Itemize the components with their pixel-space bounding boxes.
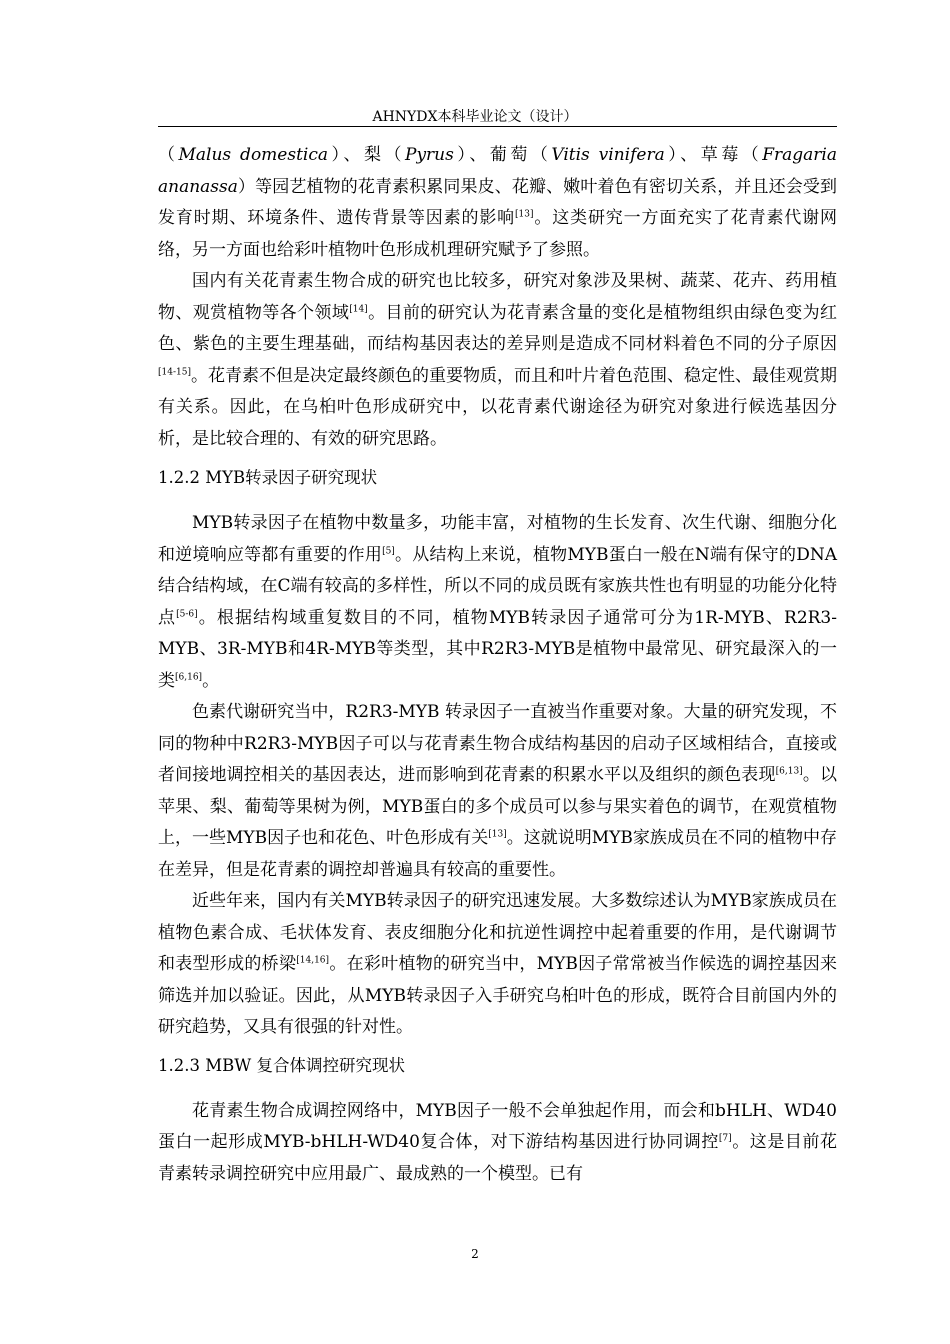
document-body: [158, 140, 837, 1190]
species-name: Pyrus: [405, 145, 454, 165]
citation: [13]: [488, 829, 507, 840]
page-number: 2: [471, 1247, 479, 1261]
section-heading-1-2-3: 1.2.3 MBW 复合体调控研究现状: [158, 1055, 405, 1075]
paragraph-6: 花青素生物合成调控网络中，MYB因子一般不会单独起作用，而会和bHLH、WD40蛋白一起形成MYB-bHLH-WD40复合体，对下游结构基因进行协同调控[7]。这是目前花青素转录调控研究中应用最广、最成熟的一个模型。已有: [158, 1100, 837, 1184]
citation: [14-15]: [158, 366, 191, 377]
citation: [14,16]: [296, 955, 330, 966]
running-header: AHNYDX本科毕业论文（设计）: [372, 109, 578, 125]
paragraph-2: 国内有关花青素生物合成的研究也比较多，研究对象涉及果树、蔬菜、花卉、药用植物、观赏植物等各个领域[14]。目前的研究认为花青素含量的变化是植物组织由绿色变为红色、紫色的主要生理基础，而结构基因表达的差异则是造成不同材料着色不同的分子原因[14-15]。花青素不但是决定最终颜色的重要物质，而且和叶片着色范围、稳定性、最佳观赏期有关系。因此，在乌桕叶色形成研究中，以花青素代谢途径为研究对象进行候选基因分析，是比较合理的、有效的研究思路。: [158, 271, 837, 449]
citation: [7]: [718, 1133, 732, 1144]
paragraph-5: 近些年来，国内有关MYB转录因子的研究迅速发展。大多数综述认为MYB家族成员在植物色素合成、毛状体发育、表皮细胞分化和抗逆性调控中起着重要的作用，是代谢调节和表型形成的桥梁[14,16]。在彩叶植物的研究当中，MYB因子常常被当作候选的调控基因来筛选并加以验证。因此，从MYB转录因子入手研究乌桕叶色的形成，既符合目前国内外的研究趋势，又具有很强的针对性。: [158, 891, 838, 1037]
citation: [5]: [382, 545, 395, 556]
species-name: Malus domestica: [178, 145, 329, 165]
citation: [6,16]: [175, 671, 203, 682]
header-rule: [158, 126, 837, 127]
citation: [14]: [349, 303, 368, 314]
citation: [6,13]: [775, 766, 803, 777]
species-name: Fragaria ananassa: [158, 145, 837, 197]
section-heading-1-2-2: 1.2.2 MYB转录因子研究现状: [158, 468, 378, 487]
paragraph-3: MYB转录因子在植物中数量多，功能丰富，对植物的生长发育、次生代谢、细胞分化和逆境响应等都有重要的作用[5]。从结构上来说，植物MYB蛋白一般在N端有保守的DNA结合结构域，在C端有较高的多样性，所以不同的成员既有家族共性也有明显的功能分化特点[5-6]。根据结构域重复数目的不同，植物MYB转录因子通常可分为1R-MYB、R2R3-MYB、3R-MYB和4R-MYB等类型，其中R2R3-MYB是植物中最常见、研究最深入的一类[6,16]。: [158, 513, 838, 691]
paragraph-4: 色素代谢研究当中，R2R3-MYB 转录因子一直被当作重要对象。大量的研究发现，不同的物种中R2R3-MYB因子可以与花青素生物合成结构基因的启动子区域相结合，直接或者间接地调控相关的基因表达，进而影响到花青素的积累水平以及组织的颜色表现[6,13]。以苹果、梨、葡萄等果树为例，MYB蛋白的多个成员可以参与果实着色的调节，在观赏植物上，一些MYB因子也和花色、叶色形成有关[13]。这就说明MYB家族成员在不同的植物中存在差异，但是花青素的调控却普遍具有较高的重要性。: [158, 702, 838, 880]
citation: [13]: [515, 209, 534, 220]
citation: [5-6]: [176, 608, 198, 619]
paragraph-1: （Malus domestica）、梨（Pyrus）、葡萄（Vitis vinifera）、草莓（Fragaria ananassa）等园艺植物的花青素积累同果皮、花瓣、嫩叶着色有密切关系，并且还会受到发育时期、环境条件、遗传背景等因素的影响[13]。这类研究一方面充实了花青素代谢网络，另一方面也给彩叶植物叶色形成机理研究赋予了参照。: [158, 145, 838, 260]
species-name: Vitis vinifera: [551, 145, 665, 165]
